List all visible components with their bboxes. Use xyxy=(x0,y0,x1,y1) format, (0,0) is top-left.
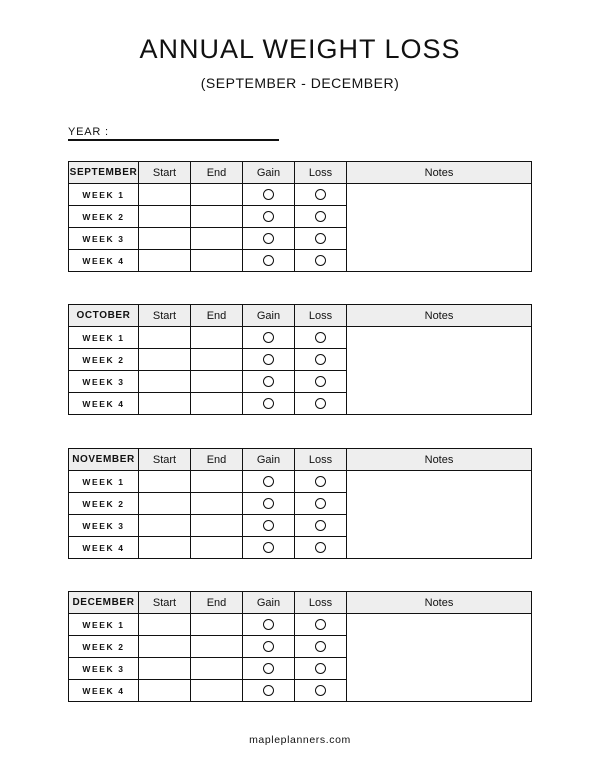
col-start: Start xyxy=(139,592,191,614)
table-row xyxy=(69,471,532,493)
gain-cell[interactable] xyxy=(243,515,295,537)
gain-cell[interactable] xyxy=(243,184,295,206)
gain-circle-icon[interactable] xyxy=(263,641,274,652)
col-loss: Loss xyxy=(295,449,347,471)
start-weight-cell[interactable] xyxy=(139,327,191,349)
col-start: Start xyxy=(139,449,191,471)
loss-cell[interactable] xyxy=(295,680,347,702)
week-label: WEEK 1 xyxy=(69,184,139,206)
end-weight-cell[interactable] xyxy=(191,206,243,228)
week-label: WEEK 4 xyxy=(69,680,139,702)
loss-circle-icon[interactable] xyxy=(315,476,326,487)
col-gain: Gain xyxy=(243,305,295,327)
end-weight-cell[interactable] xyxy=(191,515,243,537)
end-weight-cell[interactable] xyxy=(191,228,243,250)
loss-cell[interactable] xyxy=(295,515,347,537)
loss-circle-icon[interactable] xyxy=(315,520,326,531)
loss-circle-icon[interactable] xyxy=(315,542,326,553)
start-weight-cell[interactable] xyxy=(139,228,191,250)
month-name: DECEMBER xyxy=(69,592,139,614)
end-weight-cell[interactable] xyxy=(191,327,243,349)
loss-circle-icon[interactable] xyxy=(315,233,326,244)
week-label: WEEK 2 xyxy=(69,636,139,658)
table-row xyxy=(69,327,532,349)
month-table-november xyxy=(68,448,532,559)
loss-cell[interactable] xyxy=(295,636,347,658)
loss-circle-icon[interactable] xyxy=(315,498,326,509)
loss-circle-icon[interactable] xyxy=(315,685,326,696)
col-end: End xyxy=(191,305,243,327)
gain-cell[interactable] xyxy=(243,393,295,415)
col-notes: Notes xyxy=(347,305,532,327)
loss-circle-icon[interactable] xyxy=(315,255,326,266)
month-name: SEPTEMBER xyxy=(69,162,139,184)
gain-cell[interactable] xyxy=(243,614,295,636)
loss-cell[interactable] xyxy=(295,349,347,371)
end-weight-cell[interactable] xyxy=(191,250,243,272)
gain-circle-icon[interactable] xyxy=(263,498,274,509)
loss-cell[interactable] xyxy=(295,250,347,272)
end-weight-cell[interactable] xyxy=(191,393,243,415)
notes-area[interactable] xyxy=(347,184,532,272)
col-start: Start xyxy=(139,162,191,184)
gain-circle-icon[interactable] xyxy=(263,685,274,696)
col-gain: Gain xyxy=(243,162,295,184)
col-end: End xyxy=(191,592,243,614)
week-label: WEEK 1 xyxy=(69,327,139,349)
gain-cell[interactable] xyxy=(243,636,295,658)
gain-cell[interactable] xyxy=(243,327,295,349)
gain-circle-icon[interactable] xyxy=(263,398,274,409)
week-label: WEEK 2 xyxy=(69,349,139,371)
notes-area[interactable] xyxy=(347,327,532,415)
col-start: Start xyxy=(139,305,191,327)
col-end: End xyxy=(191,162,243,184)
year-underline xyxy=(68,139,279,141)
loss-circle-icon[interactable] xyxy=(315,189,326,200)
loss-cell[interactable] xyxy=(295,228,347,250)
week-label: WEEK 1 xyxy=(69,614,139,636)
week-label: WEEK 2 xyxy=(69,493,139,515)
end-weight-cell[interactable] xyxy=(191,658,243,680)
gain-circle-icon[interactable] xyxy=(263,354,274,365)
table-row xyxy=(69,614,532,636)
gain-circle-icon[interactable] xyxy=(263,233,274,244)
month-name: OCTOBER xyxy=(69,305,139,327)
gain-cell[interactable] xyxy=(243,537,295,559)
col-gain: Gain xyxy=(243,592,295,614)
loss-cell[interactable] xyxy=(295,393,347,415)
page-title: ANNUAL WEIGHT LOSS xyxy=(139,34,461,64)
start-weight-cell[interactable] xyxy=(139,250,191,272)
end-weight-cell[interactable] xyxy=(191,680,243,702)
gain-circle-icon[interactable] xyxy=(263,332,274,343)
month-table-december xyxy=(68,591,532,702)
gain-cell[interactable] xyxy=(243,349,295,371)
start-weight-cell[interactable] xyxy=(139,206,191,228)
end-weight-cell[interactable] xyxy=(191,614,243,636)
loss-circle-icon[interactable] xyxy=(315,354,326,365)
gain-circle-icon[interactable] xyxy=(263,376,274,387)
loss-cell[interactable] xyxy=(295,206,347,228)
col-loss: Loss xyxy=(295,162,347,184)
week-label: WEEK 1 xyxy=(69,471,139,493)
col-gain: Gain xyxy=(243,449,295,471)
gain-circle-icon[interactable] xyxy=(263,663,274,674)
gain-cell[interactable] xyxy=(243,471,295,493)
start-weight-cell[interactable] xyxy=(139,537,191,559)
loss-cell[interactable] xyxy=(295,327,347,349)
start-weight-cell[interactable] xyxy=(139,493,191,515)
end-weight-cell[interactable] xyxy=(191,371,243,393)
loss-circle-icon[interactable] xyxy=(315,376,326,387)
loss-circle-icon[interactable] xyxy=(315,398,326,409)
start-weight-cell[interactable] xyxy=(139,471,191,493)
col-notes: Notes xyxy=(347,592,532,614)
loss-cell[interactable] xyxy=(295,184,347,206)
notes-area[interactable] xyxy=(347,471,532,559)
gain-cell[interactable] xyxy=(243,250,295,272)
col-loss: Loss xyxy=(295,305,347,327)
gain-cell[interactable] xyxy=(243,658,295,680)
start-weight-cell[interactable] xyxy=(139,658,191,680)
end-weight-cell[interactable] xyxy=(191,493,243,515)
gain-cell[interactable] xyxy=(243,371,295,393)
end-weight-cell[interactable] xyxy=(191,349,243,371)
loss-circle-icon[interactable] xyxy=(315,211,326,222)
year-label: YEAR : xyxy=(68,126,109,138)
notes-area[interactable] xyxy=(347,614,532,702)
month-table-october xyxy=(68,304,532,415)
end-weight-cell[interactable] xyxy=(191,636,243,658)
week-label: WEEK 4 xyxy=(69,250,139,272)
end-weight-cell[interactable] xyxy=(191,184,243,206)
footer-site: mapleplanners.com xyxy=(249,734,351,746)
end-weight-cell[interactable] xyxy=(191,537,243,559)
start-weight-cell[interactable] xyxy=(139,614,191,636)
loss-cell[interactable] xyxy=(295,471,347,493)
end-weight-cell[interactable] xyxy=(191,471,243,493)
gain-cell[interactable] xyxy=(243,228,295,250)
week-label: WEEK 3 xyxy=(69,658,139,680)
year-field[interactable] xyxy=(68,122,109,140)
start-weight-cell[interactable] xyxy=(139,515,191,537)
week-label: WEEK 3 xyxy=(69,515,139,537)
col-notes: Notes xyxy=(347,162,532,184)
month-name: NOVEMBER xyxy=(69,449,139,471)
start-weight-cell[interactable] xyxy=(139,184,191,206)
start-weight-cell[interactable] xyxy=(139,393,191,415)
gain-circle-icon[interactable] xyxy=(263,520,274,531)
gain-cell[interactable] xyxy=(243,206,295,228)
start-weight-cell[interactable] xyxy=(139,680,191,702)
loss-circle-icon[interactable] xyxy=(315,641,326,652)
table-row xyxy=(69,184,532,206)
week-label: WEEK 3 xyxy=(69,228,139,250)
page-subtitle: (SEPTEMBER - DECEMBER) xyxy=(200,75,400,91)
loss-cell[interactable] xyxy=(295,614,347,636)
gain-circle-icon[interactable] xyxy=(263,619,274,630)
col-end: End xyxy=(191,449,243,471)
start-weight-cell[interactable] xyxy=(139,371,191,393)
loss-cell[interactable] xyxy=(295,493,347,515)
loss-cell[interactable] xyxy=(295,658,347,680)
gain-circle-icon[interactable] xyxy=(263,211,274,222)
loss-circle-icon[interactable] xyxy=(315,619,326,630)
col-notes: Notes xyxy=(347,449,532,471)
week-label: WEEK 2 xyxy=(69,206,139,228)
start-weight-cell[interactable] xyxy=(139,636,191,658)
week-label: WEEK 4 xyxy=(69,393,139,415)
loss-circle-icon[interactable] xyxy=(315,332,326,343)
week-label: WEEK 3 xyxy=(69,371,139,393)
loss-circle-icon[interactable] xyxy=(315,663,326,674)
gain-cell[interactable] xyxy=(243,680,295,702)
gain-circle-icon[interactable] xyxy=(263,542,274,553)
gain-circle-icon[interactable] xyxy=(263,255,274,266)
loss-cell[interactable] xyxy=(295,537,347,559)
month-table-september xyxy=(68,161,532,272)
gain-circle-icon[interactable] xyxy=(263,189,274,200)
start-weight-cell[interactable] xyxy=(139,349,191,371)
loss-cell[interactable] xyxy=(295,371,347,393)
week-label: WEEK 4 xyxy=(69,537,139,559)
gain-cell[interactable] xyxy=(243,493,295,515)
gain-circle-icon[interactable] xyxy=(263,476,274,487)
col-loss: Loss xyxy=(295,592,347,614)
